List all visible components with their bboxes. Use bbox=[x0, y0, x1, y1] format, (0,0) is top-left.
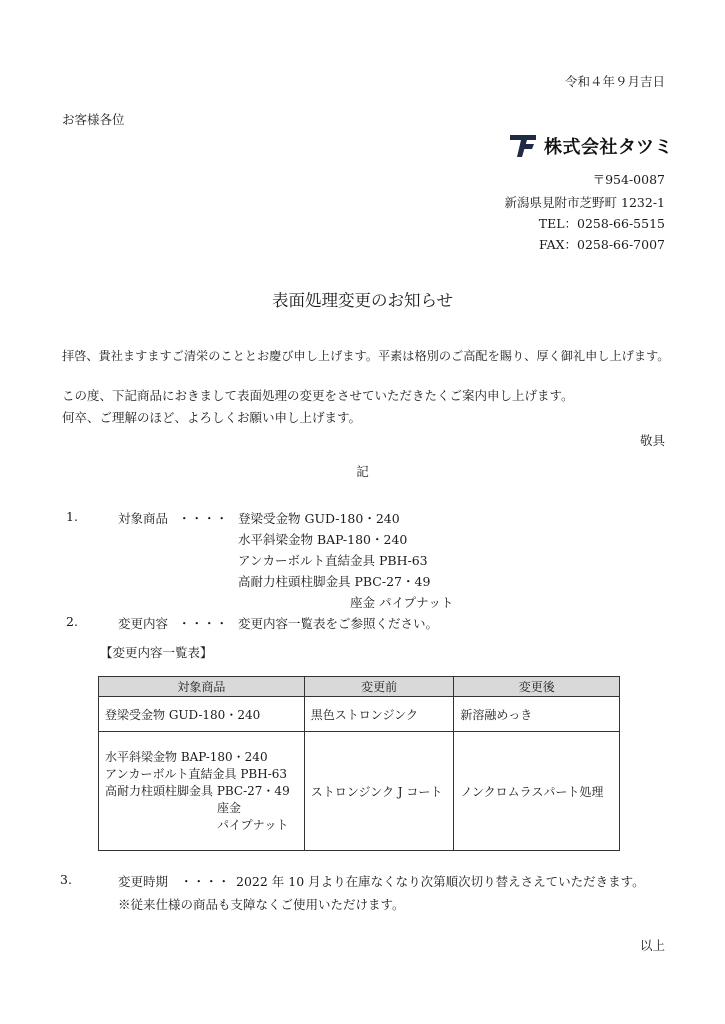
product-sub: 座金 bbox=[217, 800, 242, 815]
table-row bbox=[99, 732, 620, 851]
table-cell-products bbox=[99, 732, 305, 851]
body-line-1: この度、下記商品におきまして表面処理の変更をさせていただきたくご案内申し上げます。 bbox=[62, 388, 574, 403]
table-header-row bbox=[99, 677, 620, 697]
company-logo bbox=[508, 132, 673, 160]
item-1-line: 登梁受金物 GUD-180・240 bbox=[238, 511, 400, 526]
product-line: アンカーボルト直結金具 PBH-63 bbox=[105, 766, 288, 781]
item-1-number: 1. bbox=[66, 509, 78, 524]
item-1-label: 対象商品 bbox=[118, 511, 169, 526]
table-caption: 【変更内容一覧表】 bbox=[100, 645, 213, 660]
item-1-line: 高耐力柱頭柱脚金具 PBC-27・49 bbox=[238, 574, 431, 589]
ki-heading: 記 bbox=[356, 464, 369, 479]
table-cell-before: ストロンジンク J コート bbox=[304, 732, 454, 851]
product-line: 水平斜梁金物 BAP-180・240 bbox=[105, 749, 268, 764]
table-row bbox=[99, 697, 620, 732]
tatsumi-logo-icon bbox=[508, 132, 538, 160]
item-3-text: 2022 年 10 月より在庫なくなり次第順次切り替えさえていただきます。 bbox=[236, 874, 645, 889]
body-line-2: 何卒、ご理解のほど、よろしくお願い申し上げます。 bbox=[62, 410, 362, 425]
company-tel: TEL：0258-66-5515 bbox=[538, 216, 665, 231]
item-2-dots: ・・・・ bbox=[178, 616, 229, 631]
table-cell-after: ノンクロムラスパート処理 bbox=[454, 732, 620, 851]
item-1-line: 水平斜梁金物 BAP-180・240 bbox=[238, 532, 408, 547]
table-cell-product: 登梁受金物 GUD-180・240 bbox=[99, 697, 305, 732]
company-name: 株式会社タツミ bbox=[544, 137, 673, 158]
item-1-line: アンカーボルト直結金具 PBH-63 bbox=[238, 553, 428, 568]
item-1-dots: ・・・・ bbox=[178, 511, 229, 526]
table-header-after: 変更後 bbox=[454, 677, 620, 697]
company-address: 新潟県見附市芝野町 1232-1 bbox=[504, 195, 665, 210]
greeting: 拝啓、貴社ますますご清栄のこととお慶び申し上げます。平素は格別のご高配を賜り、厚く御礼申し上げます。 bbox=[62, 349, 670, 363]
end-mark: 以上 bbox=[639, 938, 665, 953]
table-cell-before: 黒色ストロンジンク bbox=[304, 697, 454, 732]
product-sub: パイプナット bbox=[217, 817, 289, 832]
date: 令和４年９月吉日 bbox=[564, 74, 665, 89]
item-3-number: 3. bbox=[60, 872, 72, 887]
item-3-dots: ・・・・ bbox=[180, 874, 231, 889]
table-header-product: 対象商品 bbox=[99, 677, 305, 697]
table-cell-after: 新溶融めっき bbox=[454, 697, 620, 732]
item-1-sub: 座金 パイプナット bbox=[350, 595, 454, 610]
changes-table bbox=[98, 676, 620, 851]
item-2-number: 2. bbox=[66, 614, 78, 629]
item-3-note: ※従来仕様の商品も支障なくご使用いただけます。 bbox=[118, 897, 405, 912]
recipient: お客様各位 bbox=[62, 112, 125, 127]
item-2-label: 変更内容 bbox=[118, 616, 169, 631]
item-2-text: 変更内容一覧表をご参照ください。 bbox=[238, 616, 439, 631]
company-fax: FAX：0258-66-7007 bbox=[539, 237, 665, 252]
product-line: 高耐力柱頭柱脚金具 PBC-27・49 bbox=[105, 783, 290, 798]
item-3-label: 変更時期 bbox=[118, 874, 169, 889]
company-postal: 〒954-0087 bbox=[592, 172, 665, 187]
page-title: 表面処理変更のお知らせ bbox=[271, 291, 453, 310]
table-header-before: 変更前 bbox=[304, 677, 454, 697]
closing: 敬具 bbox=[639, 433, 665, 448]
